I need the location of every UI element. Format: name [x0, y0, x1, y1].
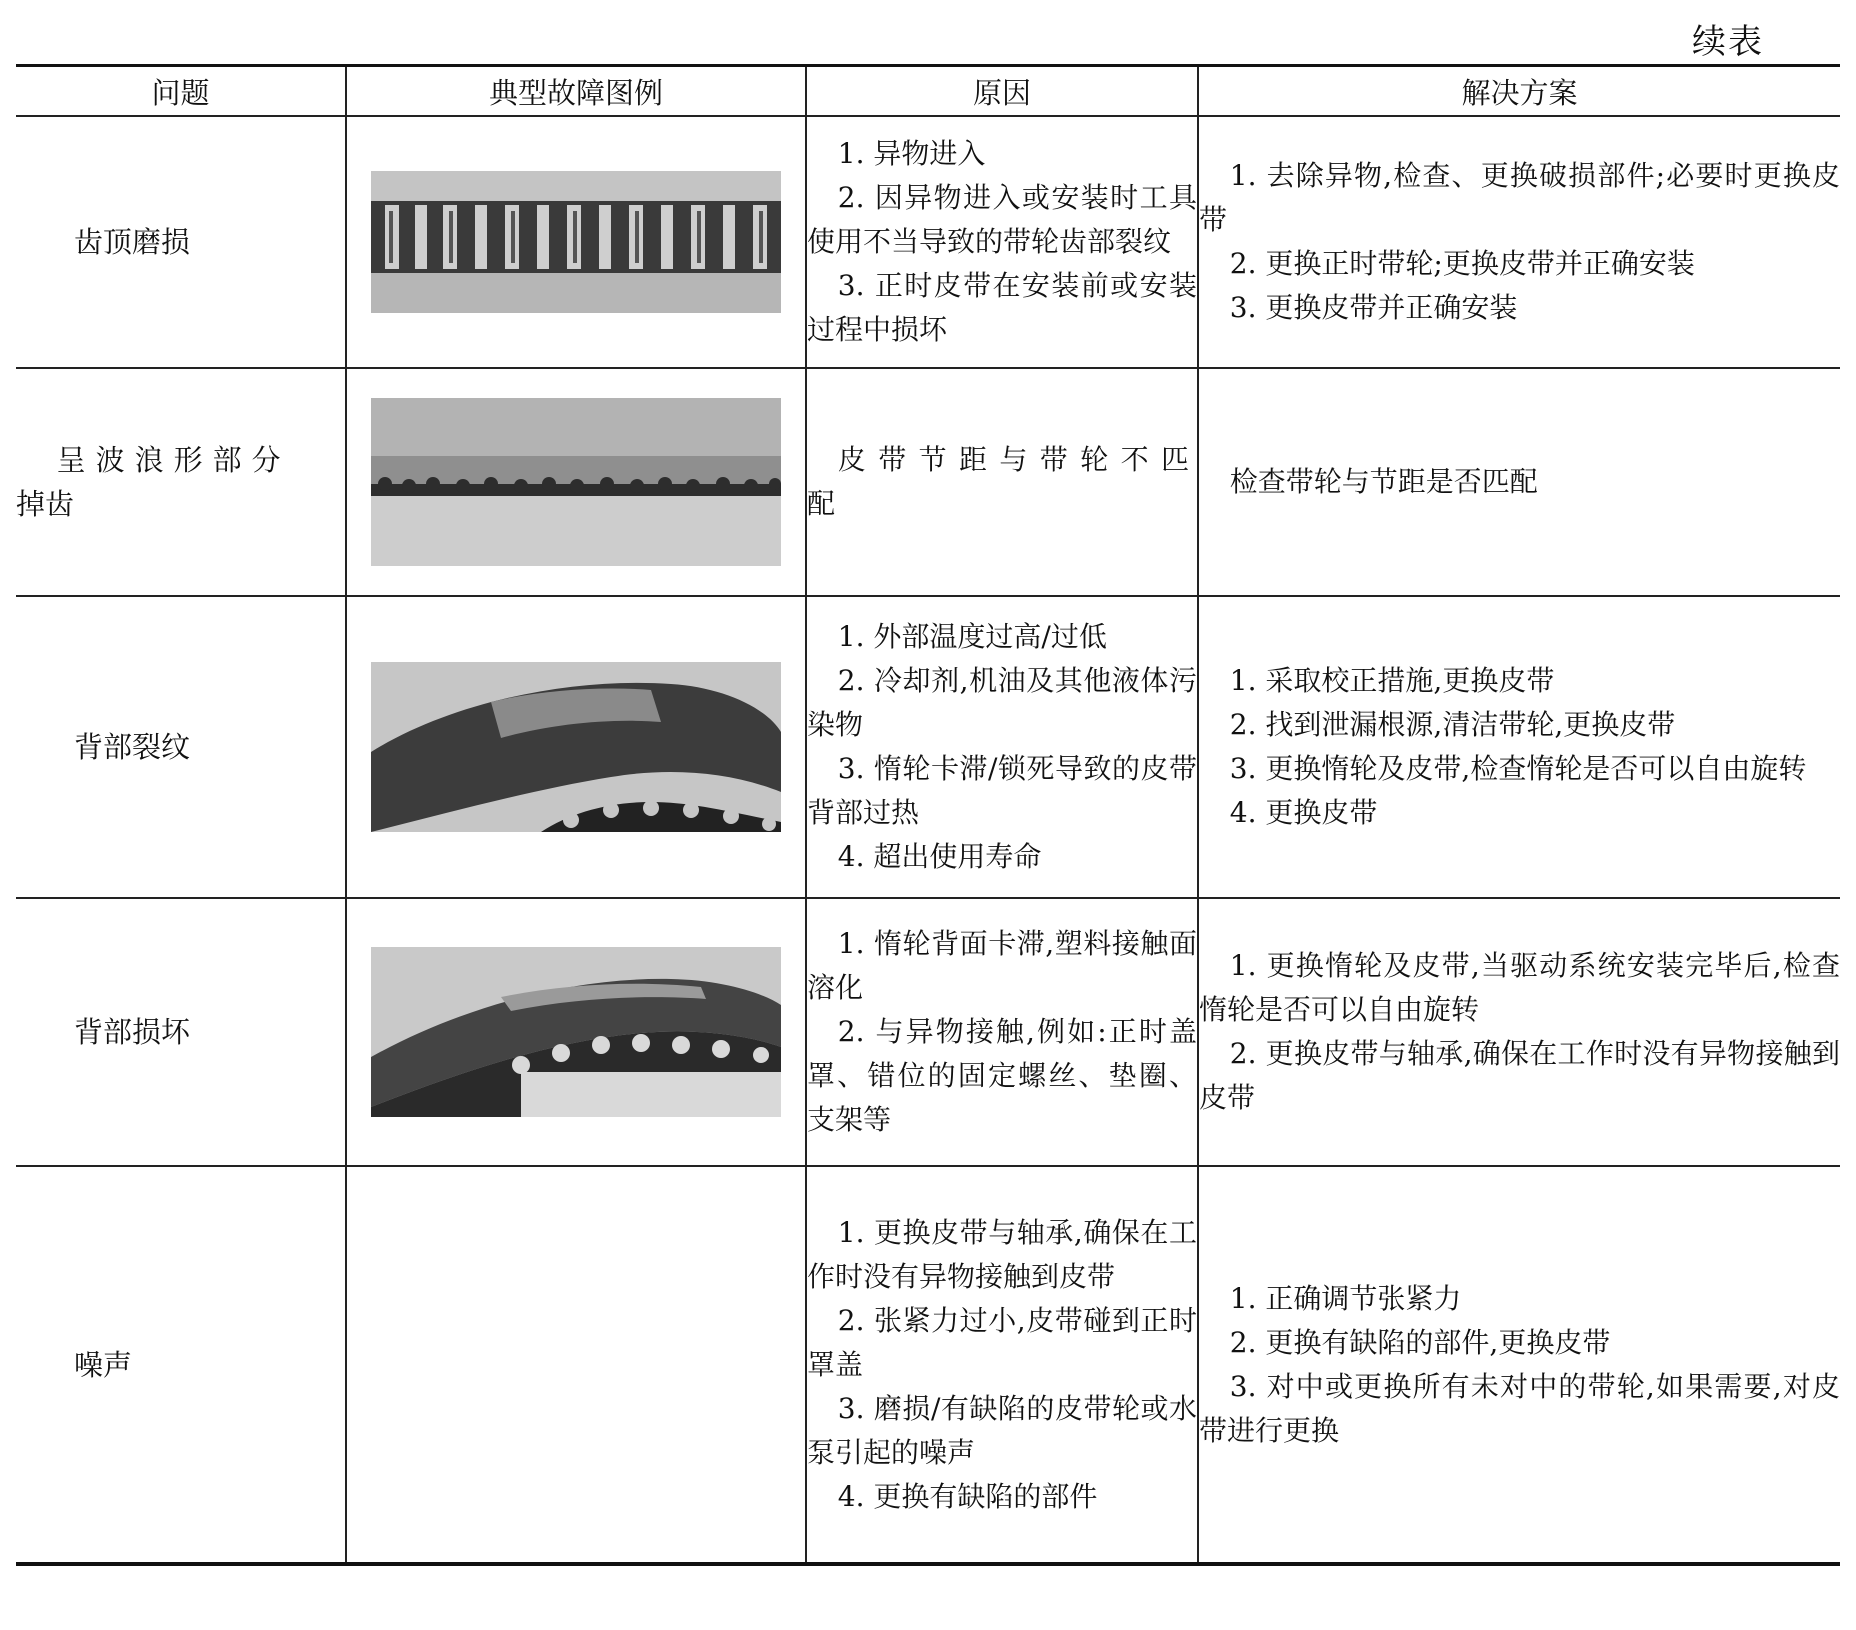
solution-item: 2. 更换正时带轮;更换皮带并正确安装 — [1229, 247, 1695, 280]
header-solution: 解决方案 — [1198, 66, 1840, 117]
problem-text: 背部裂纹 — [74, 730, 191, 764]
cause-item: 2. 与异物接触,例如:正时盖罩、错位的固定螺丝、垫圈、支架等 — [807, 1015, 1197, 1136]
back-damage-photo — [371, 947, 781, 1117]
back-crack-photo — [371, 662, 781, 832]
solution-item: 3. 更换惰轮及皮带,检查惰轮是否可以自由旋转 — [1229, 752, 1807, 785]
cause-item: 3. 正时皮带在安装前或安装过程中损坏 — [807, 269, 1197, 346]
problem-text: 噪声 — [74, 1347, 133, 1382]
problem-cell — [16, 116, 346, 368]
fault-image-cell — [346, 596, 806, 898]
solution-item: 1. 采取校正措施,更换皮带 — [1229, 664, 1555, 697]
solution-cell — [1198, 368, 1840, 596]
solution-item: 检查带轮与节距是否匹配 — [1229, 465, 1538, 498]
cause-cell — [806, 116, 1198, 368]
tooth-tip-wear-photo — [371, 171, 781, 313]
solution-cell — [1198, 1166, 1840, 1564]
wavy-tooth-loss-photo — [371, 398, 781, 566]
header-problem: 问题 — [16, 66, 346, 117]
fault-image-cell — [346, 368, 806, 596]
fault-image-cell — [346, 898, 806, 1166]
cause-item: 2. 因异物进入或安装时工具使用不当导致的带轮齿部裂纹 — [807, 181, 1197, 258]
cause-item: 3. 惰轮卡滞/锁死导致的皮带背部过热 — [807, 752, 1197, 829]
cause-item: 2. 张紧力过小,皮带碰到正时罩盖 — [807, 1303, 1197, 1381]
continued-label: 续表 — [1692, 22, 1764, 62]
cause-item: 1. 异物进入 — [837, 137, 986, 170]
cause-item: 2. 冷却剂,机油及其他液体污染物 — [807, 664, 1197, 741]
cause-item: 1. 外部温度过高/过低 — [837, 620, 1107, 653]
table-header-row — [16, 66, 1840, 117]
header-cause: 原因 — [806, 66, 1198, 117]
solution-item: 1. 去除异物,检查、更换破损部件;必要时更换皮带 — [1199, 159, 1840, 236]
solution-item: 3. 更换皮带并正确安装 — [1229, 291, 1518, 324]
solution-item: 2. 更换皮带与轴承,确保在工作时没有异物接触到皮带 — [1199, 1037, 1840, 1114]
solution-cell — [1198, 596, 1840, 898]
problem-text: 呈波浪形部分 — [56, 443, 291, 477]
cause-item: 4. 超出使用寿命 — [837, 840, 1042, 873]
solution-cell — [1198, 898, 1840, 1166]
problem-cell — [16, 1166, 346, 1564]
table-row — [16, 596, 1840, 898]
fault-image-cell — [346, 1166, 806, 1564]
solution-item: 3. 对中或更换所有未对中的带轮,如果需要,对皮带进行更换 — [1199, 1369, 1840, 1447]
cause-item: 1. 更换皮带与轴承,确保在工作时没有异物接触到皮带 — [807, 1215, 1197, 1293]
fault-image-cell — [346, 116, 806, 368]
problem-text: 掉齿 — [16, 487, 75, 521]
solution-item: 4. 更换皮带 — [1229, 796, 1378, 829]
solution-cell — [1198, 116, 1840, 368]
table-row — [16, 368, 1840, 596]
problem-cell — [16, 898, 346, 1166]
cause-cell — [806, 898, 1198, 1166]
problem-cell — [16, 368, 346, 596]
cause-cell — [806, 368, 1198, 596]
cause-item: 皮带节距与带轮不匹配 — [807, 443, 1197, 520]
fault-table — [16, 64, 1840, 1566]
header-fault-image: 典型故障图例 — [346, 66, 806, 117]
solution-item: 1. 更换惰轮及皮带,当驱动系统安装完毕后,检查惰轮是否可以自由旋转 — [1199, 949, 1840, 1026]
solution-item: 2. 找到泄漏根源,清洁带轮,更换皮带 — [1229, 708, 1676, 741]
table-row — [16, 898, 1840, 1166]
table-row — [16, 116, 1840, 368]
cause-item: 4. 更换有缺陷的部件 — [837, 1479, 1098, 1513]
solution-item: 1. 正确调节张紧力 — [1229, 1281, 1462, 1315]
problem-text: 背部损坏 — [74, 1015, 191, 1049]
problem-text: 齿顶磨损 — [74, 225, 191, 259]
problem-cell — [16, 596, 346, 898]
cause-item: 3. 磨损/有缺陷的皮带轮或水泵引起的噪声 — [807, 1391, 1197, 1469]
table-row — [16, 1166, 1840, 1564]
cause-cell — [806, 1166, 1198, 1564]
cause-cell — [806, 596, 1198, 898]
solution-item: 2. 更换有缺陷的部件,更换皮带 — [1229, 1325, 1611, 1359]
cause-item: 1. 惰轮背面卡滞,塑料接触面溶化 — [807, 927, 1197, 1004]
